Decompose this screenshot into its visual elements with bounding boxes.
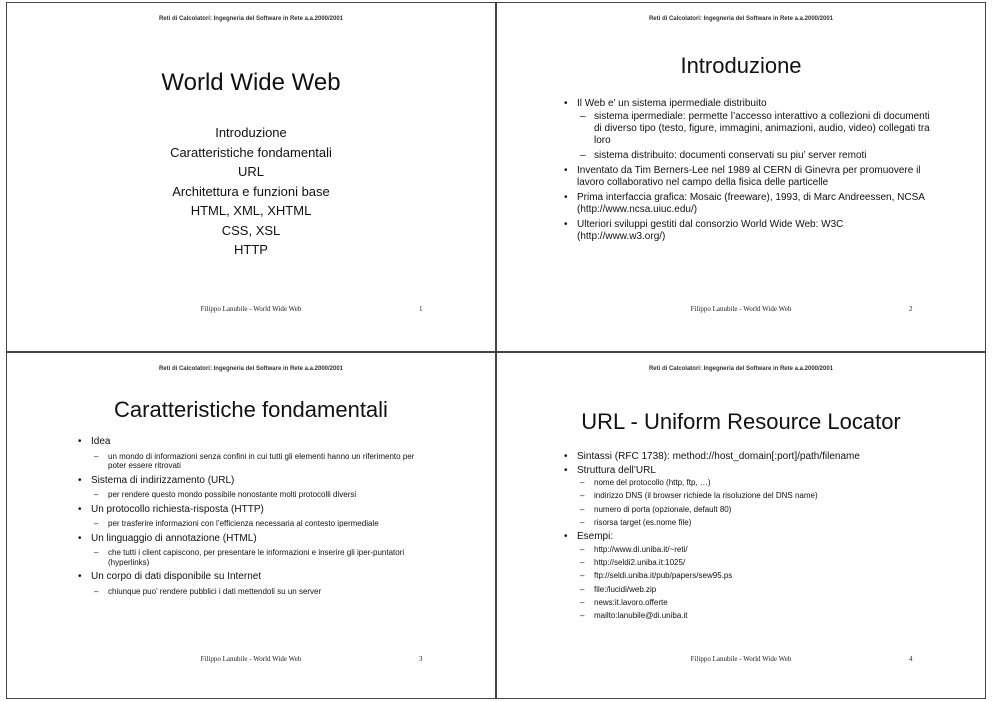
url-example: – http://seldi2.uniba.it:1025/ xyxy=(563,558,975,568)
sub-bullet: – sistema ipermediale: permette l’accesso interattivo a collezioni di documenti di diverso tipo (testo, figure, immagini, animazioni, audio, video) collegati tra loro xyxy=(563,111,931,147)
bullet: • Un protocollo richiesta-risposta (HTTP) xyxy=(77,504,425,517)
toc-item: HTML, XML, XHTML xyxy=(190,203,312,218)
url-example: – http://www.di.uniba.it/~reti/ xyxy=(563,545,975,555)
bullet: • Inventato da Tim Berners-Lee nel 1989 al CERN di Ginevra per promuovere il lavoro collaborativo nel campo della fisica delle particelle xyxy=(563,165,931,189)
bullet: • Struttura dell’URL xyxy=(563,465,975,477)
toc-item: URL xyxy=(237,164,264,179)
slide-body xyxy=(563,451,975,624)
sub-bullet: – per rendere questo mondo possibile nonostante molti protocolli diversi xyxy=(77,490,425,500)
sub-bullet: – sistema distribuito: documenti conservati su piu’ server remoti xyxy=(563,150,931,162)
slide-header: Reti di Calcolatori: Ingegneria del Software in Rete a.a.2000/2001 xyxy=(648,366,834,372)
url-example: – news:it.lavoro.offerte xyxy=(563,598,975,608)
slide-title: Caratteristiche fondamentali xyxy=(114,397,388,422)
slide-title: Introduzione xyxy=(680,53,802,78)
toc-item: Caratteristiche fondamentali xyxy=(170,144,332,160)
slide-footer: Filippo Lanubile - World Wide Web xyxy=(690,655,792,663)
slide-header: Reti di Calcolatori: Ingegneria del Software in Rete a.a.2000/2001 xyxy=(158,16,344,22)
sub-bullet: – risorsa target (es.nome file) xyxy=(563,518,975,528)
toc-item: Architettura e funzioni base xyxy=(172,183,330,199)
page-number: 1 xyxy=(419,305,423,313)
bullet: • Idea xyxy=(77,436,425,449)
bullet: • Il Web e’ un sistema ipermediale distribuito xyxy=(563,98,931,110)
bullet: • Sistema di indirizzamento (URL) xyxy=(77,475,425,488)
bullet: • Ulteriori sviluppi gestiti dal consorzio World Wide Web: W3C (http://www.w3.org/) xyxy=(563,219,931,243)
slide-4 xyxy=(496,352,986,699)
url-example: – ftp://seldi.uniba.it/pub/papers/sew95.ps xyxy=(563,571,975,581)
slide-body xyxy=(563,98,931,246)
table-of-contents xyxy=(7,123,495,260)
slide-2 xyxy=(496,2,986,352)
url-example: – mailto:lanubile@di.uniba.it xyxy=(563,611,975,621)
page-number: 3 xyxy=(419,655,423,663)
slide-1 xyxy=(6,2,496,352)
page-number: 2 xyxy=(909,305,913,313)
slide-3 xyxy=(6,352,496,699)
toc-item: HTTP xyxy=(234,242,268,257)
slide-footer: Filippo Lanubile - World Wide Web xyxy=(200,305,302,313)
sub-bullet: – nome del protocollo (http, ftp, …) xyxy=(563,478,975,488)
bullet: • Un linguaggio di annotazione (HTML) xyxy=(77,533,425,546)
url-example: – file:/lucidi/web.zip xyxy=(563,585,975,595)
slide-footer: Filippo Lanubile - World Wide Web xyxy=(690,305,792,313)
sub-bullet: – un mondo di informazioni senza confini in cui tutti gli elementi hanno un riferimento per poter essere ritrovati xyxy=(77,452,425,471)
page-number: 4 xyxy=(909,655,913,663)
slide-title: World Wide Web xyxy=(161,69,341,96)
bullet: • Prima interfaccia grafica: Mosaic (freeware), 1993, di Marc Andreessen, NCSA (http://www.ncsa.uiuc.edu/) xyxy=(563,192,931,216)
sub-bullet: – per trasferire informazioni con l’efficienza necessaria al contesto ipermediale xyxy=(77,519,425,529)
toc-item: CSS, XSL xyxy=(221,222,281,238)
bullet: • Esempi: xyxy=(563,531,975,543)
slide-footer: Filippo Lanubile - World Wide Web xyxy=(200,655,302,663)
slide-header: Reti di Calcolatori: Ingegneria del Software in Rete a.a.2000/2001 xyxy=(158,366,344,372)
sub-bullet: – che tutti i client capiscono, per presentare le informazioni e inserire gli iper-puntatori (hyperlinks) xyxy=(77,548,425,567)
bullet: • Sintassi (RFC 1738): method://host_domain[:port]/path/filename xyxy=(563,451,975,463)
toc-item: Introduzione xyxy=(215,125,287,140)
sub-bullet: – chiunque puo’ rendere pubblici i dati mettendoli su un server xyxy=(77,587,425,597)
sub-bullet: – indirizzo DNS (il browser richiede la risoluzione del DNS name) xyxy=(563,491,975,501)
bullet: • Un corpo di dati disponibile su Internet xyxy=(77,571,425,584)
sub-bullet: – numero di porta (opzionale, default 80) xyxy=(563,505,975,515)
slide-header: Reti di Calcolatori: Ingegneria del Software in Rete a.a.2000/2001 xyxy=(648,16,834,22)
slide-body xyxy=(77,436,425,600)
slide-title: URL - Uniform Resource Locator xyxy=(581,409,901,434)
